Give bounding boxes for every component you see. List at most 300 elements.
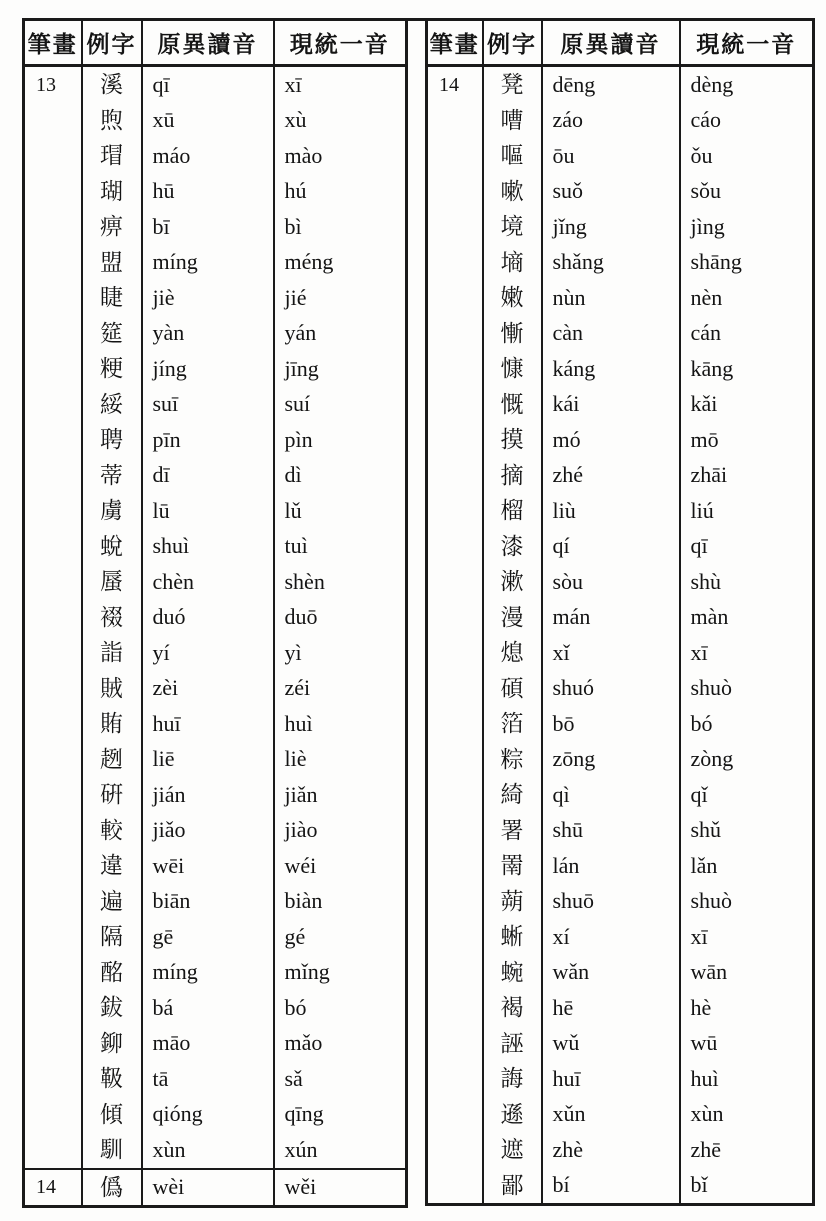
- stroke-count-cell: [24, 1061, 82, 1097]
- example-char-cell: 聘: [82, 422, 142, 458]
- col-header-stroke-count: 筆畫: [427, 20, 483, 66]
- unified-reading-cell: qī: [680, 529, 814, 565]
- unified-reading-cell: méng: [274, 245, 407, 281]
- example-char-cell: 嫩: [483, 280, 542, 316]
- unified-reading-cell: xī: [274, 66, 407, 103]
- old-reading-cell: māo: [142, 1026, 274, 1062]
- stroke-count-cell: [427, 529, 483, 565]
- old-reading-cell: xí: [542, 919, 680, 955]
- old-reading-cell: huī: [542, 1061, 680, 1097]
- old-reading-cell: shū: [542, 813, 680, 849]
- old-reading-cell: zōng: [542, 742, 680, 778]
- unified-reading-cell: jiào: [274, 813, 407, 849]
- unified-reading-cell: yán: [274, 316, 407, 352]
- unified-reading-cell: kǎi: [680, 387, 814, 423]
- example-char-cell: 鄙: [483, 1168, 542, 1205]
- example-char-cell: 粳: [82, 351, 142, 387]
- table-row: [24, 493, 407, 529]
- unified-reading-cell: wū: [680, 1026, 814, 1062]
- table-row: [24, 848, 407, 884]
- unified-reading-cell: shuò: [680, 671, 814, 707]
- unified-reading-cell: mǎo: [274, 1026, 407, 1062]
- old-reading-cell: míng: [142, 955, 274, 991]
- stroke-count-cell: [427, 990, 483, 1026]
- col-header-unified-reading: 現統一音: [680, 20, 814, 66]
- stroke-count-cell: [24, 458, 82, 494]
- stroke-count-cell: [427, 280, 483, 316]
- example-char-cell: 摸: [483, 422, 542, 458]
- unified-reading-cell: jiǎn: [274, 777, 407, 813]
- stroke-count-cell: [24, 1097, 82, 1133]
- old-reading-cell: gē: [142, 919, 274, 955]
- stroke-count-cell: [427, 316, 483, 352]
- example-char-cell: 詣: [82, 635, 142, 671]
- unified-reading-cell: hè: [680, 990, 814, 1026]
- unified-reading-cell: suí: [274, 387, 407, 423]
- stroke-count-cell: 13: [36, 73, 56, 96]
- unified-reading-cell: xùn: [680, 1097, 814, 1133]
- table-row: [24, 174, 407, 210]
- unified-reading-cell: wān: [680, 955, 814, 991]
- example-char-cell: 鈸: [82, 990, 142, 1026]
- old-reading-cell: jiǎo: [142, 813, 274, 849]
- stroke-count-cell: [427, 706, 483, 742]
- stroke-count-cell: [427, 493, 483, 529]
- example-char-cell: 粽: [483, 742, 542, 778]
- old-reading-cell: wǎn: [542, 955, 680, 991]
- col-header-stroke-count: 筆畫: [24, 20, 82, 66]
- table-row: [24, 990, 407, 1026]
- table-row: [427, 138, 814, 174]
- table-row: [427, 635, 814, 671]
- table-row: [427, 209, 814, 245]
- table-row: [427, 564, 814, 600]
- stroke-count-cell: [24, 1026, 82, 1062]
- stroke-count-cell: [427, 813, 483, 849]
- old-reading-cell: càn: [542, 316, 680, 352]
- table-row: [24, 103, 407, 139]
- old-reading-cell: wēi: [142, 848, 274, 884]
- example-char-cell: 煦: [82, 103, 142, 139]
- unified-reading-cell: liè: [274, 742, 407, 778]
- stroke-count-cell: [427, 1132, 483, 1168]
- unified-reading-cell: ǒu: [680, 138, 814, 174]
- stroke-count-cell: [24, 671, 82, 707]
- old-reading-cell: wèi: [142, 1169, 274, 1207]
- unified-reading-cell: cáo: [680, 103, 814, 139]
- example-char-cell: 遮: [483, 1132, 542, 1168]
- unified-reading-cell: xī: [680, 919, 814, 955]
- table-row: [24, 1061, 407, 1097]
- unified-reading-cell: dèng: [680, 66, 814, 103]
- old-reading-cell: suī: [142, 387, 274, 423]
- old-reading-cell: jíng: [142, 351, 274, 387]
- old-reading-cell: qí: [542, 529, 680, 565]
- stroke-count-cell: [24, 990, 82, 1026]
- table-row: [427, 387, 814, 423]
- stroke-count-cell: [24, 138, 82, 174]
- table-row: [24, 209, 407, 245]
- unified-reading-cell: cán: [680, 316, 814, 352]
- table-row: [24, 387, 407, 423]
- old-reading-cell: káng: [542, 351, 680, 387]
- stroke-count-cell: [427, 600, 483, 636]
- unified-reading-cell: lǎn: [680, 848, 814, 884]
- table-row: [427, 351, 814, 387]
- example-char-cell: 誣: [483, 1026, 542, 1062]
- stroke-count-cell: [24, 777, 82, 813]
- unified-reading-cell: zòng: [680, 742, 814, 778]
- stroke-count-cell: [24, 351, 82, 387]
- stroke-count-cell: [24, 209, 82, 245]
- example-char-cell: 盟: [82, 245, 142, 281]
- stroke-count-cell: [427, 209, 483, 245]
- old-reading-cell: mán: [542, 600, 680, 636]
- unified-reading-cell: jìng: [680, 209, 814, 245]
- example-char-cell: 較: [82, 813, 142, 849]
- example-char-cell: 慚: [483, 316, 542, 352]
- example-char-cell: 蒂: [82, 458, 142, 494]
- stroke-count-cell: [24, 529, 82, 565]
- table-row: [24, 635, 407, 671]
- example-char-cell: 墒: [483, 245, 542, 281]
- example-char-cell: 摘: [483, 458, 542, 494]
- old-reading-cell: jǐng: [542, 209, 680, 245]
- example-char-cell: 凳: [483, 66, 542, 103]
- stroke-count-cell: [24, 635, 82, 671]
- table-row: [24, 280, 407, 316]
- table-row: [427, 280, 814, 316]
- stroke-count-cell: [24, 316, 82, 352]
- stroke-count-cell: [427, 1026, 483, 1062]
- stroke-count-cell: [24, 103, 82, 139]
- example-char-cell: 蛻: [82, 529, 142, 565]
- unified-reading-cell: kāng: [680, 351, 814, 387]
- table-row: [427, 884, 814, 920]
- unified-reading-cell: sǒu: [680, 174, 814, 210]
- old-reading-cell: xū: [142, 103, 274, 139]
- unified-reading-cell: dì: [274, 458, 407, 494]
- stroke-count-cell: [24, 706, 82, 742]
- pronunciation-table-right: [425, 18, 815, 1206]
- old-reading-cell: bō: [542, 706, 680, 742]
- example-char-cell: 遜: [483, 1097, 542, 1133]
- example-char-cell: 綏: [82, 387, 142, 423]
- old-reading-cell: míng: [142, 245, 274, 281]
- unified-reading-cell: lǔ: [274, 493, 407, 529]
- table-row: [427, 955, 814, 991]
- example-char-cell: 蜥: [483, 919, 542, 955]
- table-row: [24, 919, 407, 955]
- table-row: [24, 600, 407, 636]
- unified-reading-cell: hú: [274, 174, 407, 210]
- table-row: [24, 1097, 407, 1133]
- old-reading-cell: zhè: [542, 1132, 680, 1168]
- example-char-cell: 誨: [483, 1061, 542, 1097]
- old-reading-cell: qì: [542, 777, 680, 813]
- stroke-count-cell: [427, 1097, 483, 1133]
- table-row: [427, 245, 814, 281]
- stroke-count-cell: [427, 387, 483, 423]
- stroke-count-cell: [427, 422, 483, 458]
- stroke-count-cell: [427, 458, 483, 494]
- example-char-cell: 鉚: [82, 1026, 142, 1062]
- stroke-count-cell: [24, 919, 82, 955]
- stroke-count-cell: [24, 245, 82, 281]
- old-reading-cell: zèi: [142, 671, 274, 707]
- unified-reading-cell: mǐng: [274, 955, 407, 991]
- example-char-cell: 酩: [82, 955, 142, 991]
- unified-reading-cell: zhē: [680, 1132, 814, 1168]
- unified-reading-cell: gé: [274, 919, 407, 955]
- example-char-cell: 榴: [483, 493, 542, 529]
- stroke-count-cell: [427, 635, 483, 671]
- old-reading-cell: hē: [542, 990, 680, 1026]
- old-reading-cell: qī: [142, 66, 274, 103]
- table-row: [427, 742, 814, 778]
- old-reading-cell: bá: [142, 990, 274, 1026]
- stroke-count-cell: [427, 174, 483, 210]
- unified-reading-cell: wěi: [274, 1169, 407, 1207]
- old-reading-cell: xǐ: [542, 635, 680, 671]
- stroke-count-cell: [427, 671, 483, 707]
- table-row: [427, 706, 814, 742]
- example-char-cell: 賄: [82, 706, 142, 742]
- unified-reading-cell: bó: [680, 706, 814, 742]
- example-char-cell: 痹: [82, 209, 142, 245]
- unified-reading-cell: tuì: [274, 529, 407, 565]
- example-char-cell: 碩: [483, 671, 542, 707]
- old-reading-cell: liù: [542, 493, 680, 529]
- old-reading-cell: lán: [542, 848, 680, 884]
- unified-reading-cell: liú: [680, 493, 814, 529]
- old-reading-cell: shuó: [542, 671, 680, 707]
- old-reading-cell: suǒ: [542, 174, 680, 210]
- right-table-header: [427, 20, 814, 66]
- unified-reading-cell: pìn: [274, 422, 407, 458]
- table-row: [427, 1097, 814, 1133]
- example-char-cell: 虜: [82, 493, 142, 529]
- example-char-cell: 僞: [82, 1169, 142, 1207]
- example-char-cell: 漆: [483, 529, 542, 565]
- example-char-cell: 溪: [82, 66, 142, 103]
- unified-reading-cell: bǐ: [680, 1168, 814, 1205]
- example-char-cell: 蜿: [483, 955, 542, 991]
- stroke-count-cell: [24, 174, 82, 210]
- example-char-cell: 靸: [82, 1061, 142, 1097]
- stroke-count-cell: 14: [24, 1169, 82, 1207]
- example-char-cell: 馴: [82, 1132, 142, 1169]
- old-reading-cell: sòu: [542, 564, 680, 600]
- example-char-cell: 遍: [82, 884, 142, 920]
- right-table-body: [427, 66, 814, 1205]
- example-char-cell: 罱: [483, 848, 542, 884]
- stroke-count-cell: [427, 742, 483, 778]
- stroke-count-cell: [24, 884, 82, 920]
- stroke-count-cell: [427, 564, 483, 600]
- unified-reading-cell: zéi: [274, 671, 407, 707]
- table-row: [427, 671, 814, 707]
- unified-reading-cell: qǐ: [680, 777, 814, 813]
- table-row: [427, 1026, 814, 1062]
- table-row: [24, 564, 407, 600]
- old-reading-cell: yí: [142, 635, 274, 671]
- old-reading-cell: máo: [142, 138, 274, 174]
- example-char-cell: 瑁: [82, 138, 142, 174]
- unified-reading-cell: bì: [274, 209, 407, 245]
- table-row: [427, 493, 814, 529]
- example-char-cell: 蜃: [82, 564, 142, 600]
- table-row: [24, 671, 407, 707]
- stroke-count-cell: [427, 245, 483, 281]
- example-char-cell: 趔: [82, 742, 142, 778]
- stroke-count-cell: [427, 955, 483, 991]
- example-char-cell: 褐: [483, 990, 542, 1026]
- table-row: [427, 1168, 814, 1205]
- example-char-cell: 睫: [82, 280, 142, 316]
- old-reading-cell: zhé: [542, 458, 680, 494]
- unified-reading-cell: xī: [680, 635, 814, 671]
- stroke-count-cell: [24, 564, 82, 600]
- table-row: [427, 990, 814, 1026]
- old-reading-cell: mó: [542, 422, 680, 458]
- old-reading-cell: pīn: [142, 422, 274, 458]
- old-reading-cell: hū: [142, 174, 274, 210]
- example-char-cell: 裰: [82, 600, 142, 636]
- stroke-count-cell: [24, 280, 82, 316]
- example-char-cell: 硏: [82, 777, 142, 813]
- example-char-cell: 嘈: [483, 103, 542, 139]
- unified-reading-cell: xù: [274, 103, 407, 139]
- stroke-count-cell: [24, 955, 82, 991]
- old-reading-cell: nùn: [542, 280, 680, 316]
- unified-reading-cell: bó: [274, 990, 407, 1026]
- unified-reading-cell: màn: [680, 600, 814, 636]
- stroke-count-cell: [427, 777, 483, 813]
- unified-reading-cell: shù: [680, 564, 814, 600]
- table-row: [427, 529, 814, 565]
- old-reading-cell: xùn: [142, 1132, 274, 1169]
- old-reading-cell: xǔn: [542, 1097, 680, 1133]
- stroke-count-cell: 14: [439, 73, 459, 96]
- example-char-cell: 嘔: [483, 138, 542, 174]
- stroke-count-cell: [24, 848, 82, 884]
- example-char-cell: 筵: [82, 316, 142, 352]
- left-table-body: [24, 66, 407, 1207]
- old-reading-cell: jiè: [142, 280, 274, 316]
- table-row: [24, 742, 407, 778]
- old-reading-cell: shuì: [142, 529, 274, 565]
- example-char-cell: 熄: [483, 635, 542, 671]
- old-reading-cell: bí: [542, 1168, 680, 1205]
- old-reading-cell: chèn: [142, 564, 274, 600]
- example-char-cell: 箔: [483, 706, 542, 742]
- stroke-count-cell: [427, 1168, 483, 1205]
- table-row: [427, 316, 814, 352]
- old-reading-cell: duó: [142, 600, 274, 636]
- stroke-count-cell: [24, 387, 82, 423]
- example-char-cell: 違: [82, 848, 142, 884]
- stroke-count-cell: [427, 848, 483, 884]
- stroke-count-cell: [24, 1132, 82, 1169]
- table-row: [427, 458, 814, 494]
- unified-reading-cell: jīng: [274, 351, 407, 387]
- unified-reading-cell: shuò: [680, 884, 814, 920]
- unified-reading-cell: biàn: [274, 884, 407, 920]
- example-char-cell: 署: [483, 813, 542, 849]
- table-row: [24, 422, 407, 458]
- example-char-cell: 境: [483, 209, 542, 245]
- stroke-count-cell: [427, 1061, 483, 1097]
- example-char-cell: 漱: [483, 564, 542, 600]
- example-char-cell: 漫: [483, 600, 542, 636]
- example-char-cell: 蒴: [483, 884, 542, 920]
- old-reading-cell: yàn: [142, 316, 274, 352]
- table-row: [24, 351, 407, 387]
- unified-reading-cell: huì: [274, 706, 407, 742]
- table-row: [24, 529, 407, 565]
- example-char-cell: 瑚: [82, 174, 142, 210]
- old-reading-cell: záo: [542, 103, 680, 139]
- old-reading-cell: shǎng: [542, 245, 680, 281]
- unified-reading-cell: jié: [274, 280, 407, 316]
- table-row: [24, 1026, 407, 1062]
- table-row: [24, 955, 407, 991]
- table-row: [427, 919, 814, 955]
- stroke-count-cell: [427, 103, 483, 139]
- old-reading-cell: liē: [142, 742, 274, 778]
- left-table-header: [24, 20, 407, 66]
- table-row: [427, 1061, 814, 1097]
- example-char-cell: 慷: [483, 351, 542, 387]
- old-reading-cell: shuō: [542, 884, 680, 920]
- example-char-cell: 賊: [82, 671, 142, 707]
- stroke-count-cell: [427, 351, 483, 387]
- table-row: [427, 103, 814, 139]
- old-reading-cell: qióng: [142, 1097, 274, 1133]
- unified-reading-cell: shèn: [274, 564, 407, 600]
- table-row: [24, 706, 407, 742]
- col-header-old-reading: 原異讀音: [142, 20, 274, 66]
- stroke-count-cell: [24, 600, 82, 636]
- header-row: [24, 20, 407, 66]
- unified-reading-cell: yì: [274, 635, 407, 671]
- stroke-count-cell: [427, 138, 483, 174]
- table-row: [24, 813, 407, 849]
- stroke-count-cell: [427, 919, 483, 955]
- old-reading-cell: biān: [142, 884, 274, 920]
- table-row: [427, 777, 814, 813]
- table-row: [24, 138, 407, 174]
- old-reading-cell: dī: [142, 458, 274, 494]
- unified-reading-cell: huì: [680, 1061, 814, 1097]
- unified-reading-cell: xún: [274, 1132, 407, 1169]
- old-reading-cell: ōu: [542, 138, 680, 174]
- table-row: [24, 316, 407, 352]
- table-row: [24, 245, 407, 281]
- unified-reading-cell: mō: [680, 422, 814, 458]
- unified-reading-cell: duō: [274, 600, 407, 636]
- stroke-count-cell: [427, 884, 483, 920]
- table-row: [24, 1132, 407, 1169]
- old-reading-cell: huī: [142, 706, 274, 742]
- col-header-example-char: 例字: [82, 20, 142, 66]
- table-row: [427, 422, 814, 458]
- old-reading-cell: wǔ: [542, 1026, 680, 1062]
- stroke-count-cell: [24, 813, 82, 849]
- table-row: [24, 884, 407, 920]
- old-reading-cell: tā: [142, 1061, 274, 1097]
